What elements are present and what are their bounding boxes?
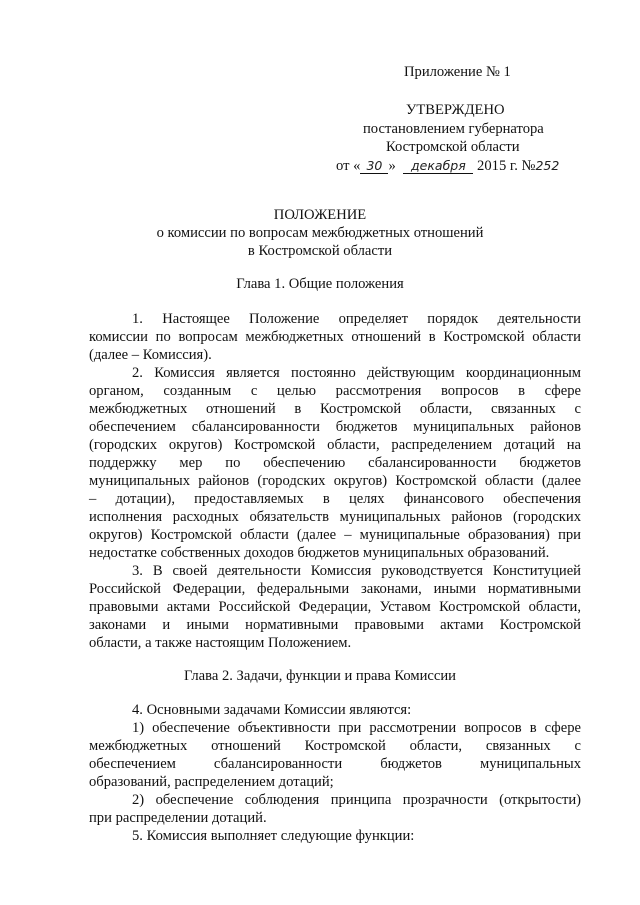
paragraph-line: законами и иными нормативными правовыми актами Костромской: [89, 617, 581, 633]
paragraph-line: поддержку мер по обеспечению сбалансированности бюджетов: [89, 455, 581, 471]
paragraph-line: 4. Основными задачами Комиссии являются:: [132, 702, 412, 718]
paragraph-line: исполнения расходных обязательств муниципальных районов (городских: [89, 509, 581, 525]
chapter-2-heading: Глава 2. Задачи, функции и права Комиссии: [184, 668, 456, 684]
paragraph-line: комиссии по вопросам межбюджетных отношений в Костромской области: [89, 329, 581, 345]
paragraph-line: 2. Комиссия является постоянно действующим координационным: [132, 365, 581, 381]
paragraph-line: 2) обеспечение соблюдения принципа прозрачности (открытости): [132, 792, 581, 808]
date-mid: »: [388, 158, 396, 174]
handwritten-number: 252: [535, 158, 560, 173]
paragraph-line: 1) обеспечение объективности при рассмотрении вопросов в сфере: [132, 720, 581, 736]
paragraph-line: недостатке собственных доходов бюджетов муниципальных образований.: [89, 545, 550, 561]
paragraph-line: муниципальных районов (городских округов) Костромской области (далее: [89, 473, 581, 489]
paragraph-line: образований, распределением дотаций;: [89, 774, 334, 790]
paragraph-line: обеспечением сбалансированности бюджетов муниципальных районов: [89, 419, 581, 435]
document-subtitle-2: в Костромской области: [247, 243, 393, 259]
paragraph-line: обеспечением сбалансированности бюджетов муниципальных: [89, 756, 581, 772]
paragraph-line: при распределении дотаций.: [89, 810, 267, 826]
chapter-1-heading: Глава 1. Общие положения: [236, 276, 404, 292]
approval-line-1: постановлением губернатора: [363, 121, 544, 137]
paragraph-line: – дотации), предоставляемых в целях финансового обеспечения: [89, 491, 581, 507]
paragraph-line: 3. В своей деятельности Комиссия руководствуется Конституцией: [132, 563, 581, 579]
document-title: ПОЛОЖЕНИЕ: [273, 207, 367, 223]
appendix-label: Приложение № 1: [404, 64, 511, 80]
paragraph-line: 1. Настоящее Положение определяет порядок деятельности: [132, 311, 581, 327]
paragraph-line: округов) Костромской области (далее – муниципальные образования) при: [89, 527, 581, 543]
approval-line-2: Костромской области: [386, 139, 520, 155]
document-subtitle-1: о комиссии по вопросам межбюджетных отношений: [156, 225, 484, 241]
date-year: 2015 г. №: [477, 158, 536, 174]
handwritten-month: декабря: [403, 159, 473, 174]
paragraph-line: 5. Комиссия выполняет следующие функции:: [132, 828, 415, 844]
paragraph-line: (далее – Комиссия).: [89, 347, 212, 363]
paragraph-line: правовыми актами Российской Федерации, Уставом Костромской области,: [89, 599, 581, 615]
paragraph-line: органом, созданным с целью рассмотрения вопросов в сфере: [89, 383, 581, 399]
approval-title: УТВЕРЖДЕНО: [406, 102, 505, 118]
paragraph-line: межбюджетных отношений в Костромской области, связанных с: [89, 401, 581, 417]
paragraph-line: области, а также настоящим Положением.: [89, 635, 352, 651]
paragraph-line: межбюджетных отношений Костромской области, связанных с: [89, 738, 581, 754]
handwritten-day: 30: [360, 159, 388, 174]
approval-date-line: [336, 157, 559, 175]
paragraph-line: Российской Федерации, федеральными законами, иными нормативными: [89, 581, 581, 597]
paragraph-line: (городских округов) Костромской области, распределением дотаций на: [89, 437, 581, 453]
date-prefix: от «: [336, 158, 361, 174]
